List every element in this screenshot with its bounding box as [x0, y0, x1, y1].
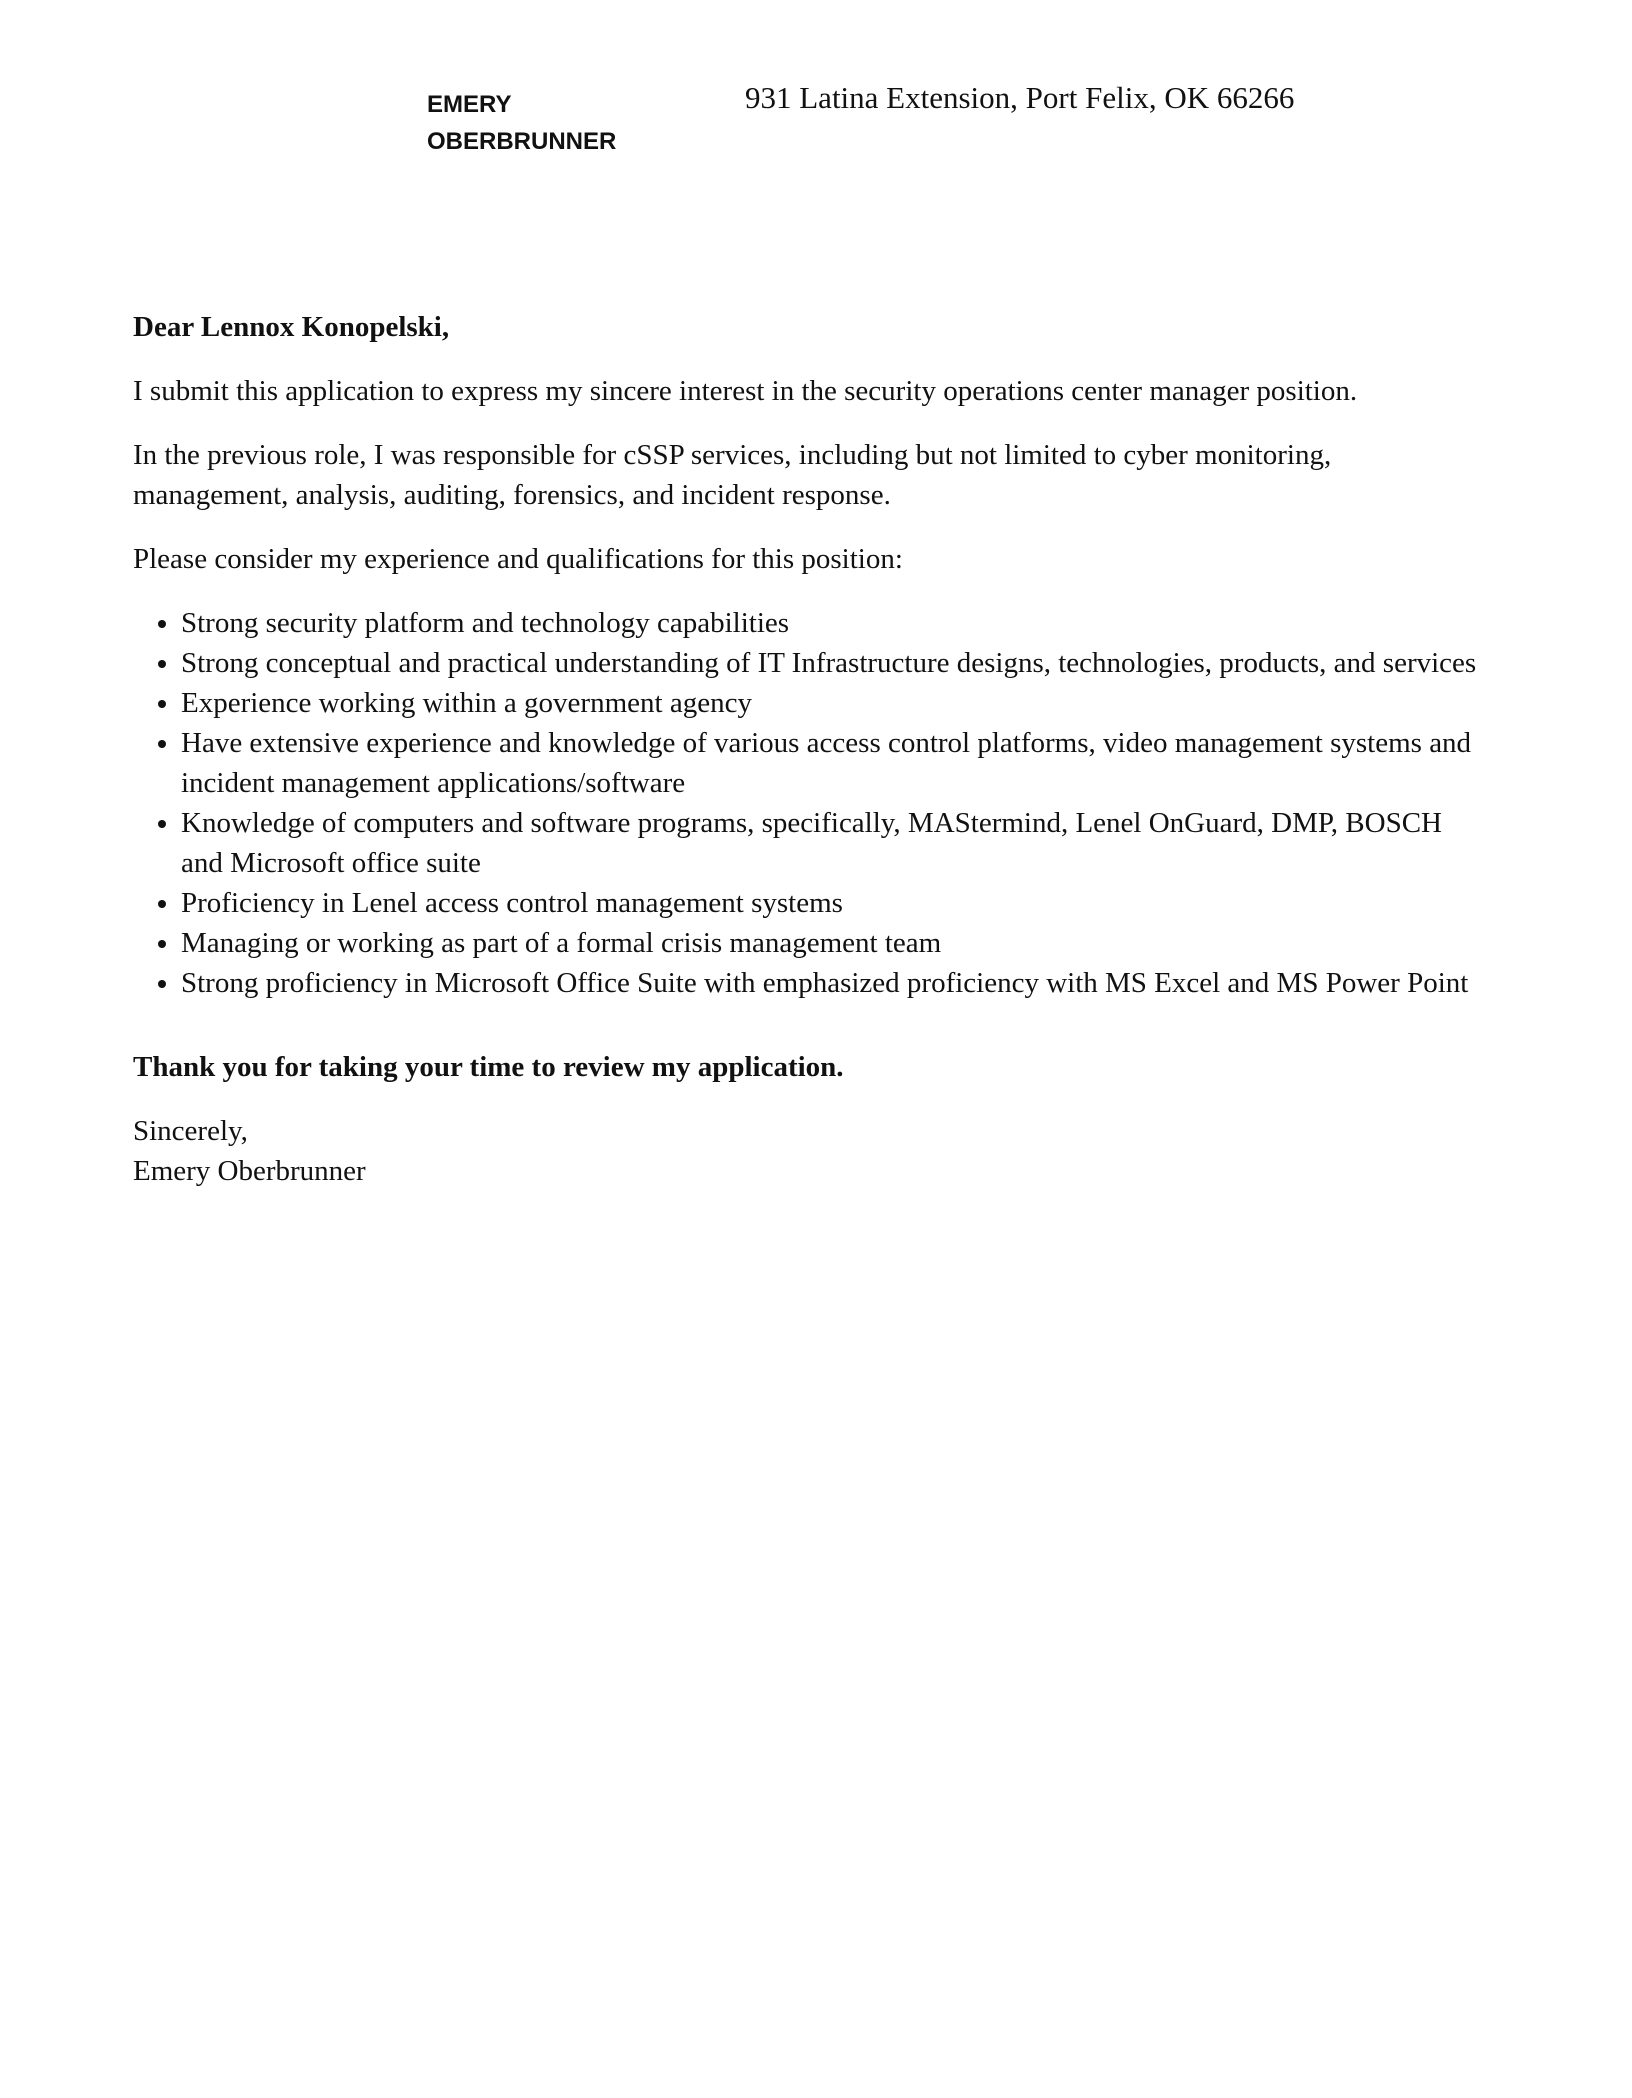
signature: Emery Oberbrunner: [133, 1155, 366, 1187]
sender-name-first: EMERY: [427, 91, 512, 118]
list-item: • Strong conceptual and practical understanding of IT Infrastructure designs, technologies, products, and services: [181, 643, 1478, 683]
signoff: Sincerely,: [133, 1115, 248, 1147]
list-item: • Knowledge of computers and software programs, specifically, MAStermind, Lenel OnGuard, DMP, BOSCH and Microsoft office suite: [181, 803, 1478, 883]
letter-body: [133, 307, 1478, 1215]
sender-name-last: OBERBRUNNER: [427, 128, 617, 155]
list-item: • Strong security platform and technology capabilities: [181, 603, 1478, 643]
qualifications-list: [133, 603, 1478, 1003]
signoff-block: [133, 1111, 1478, 1191]
list-item: • Have extensive experience and knowledge of various access control platforms, video management systems and incident management applications/software: [181, 723, 1478, 803]
list-item: • Proficiency in Lenel access control management systems: [181, 883, 1478, 923]
list-item: • Experience working within a government agency: [181, 683, 1478, 723]
sender-name: [427, 86, 616, 160]
paragraph-qualifications-intro: Please consider my experience and qualifications for this position:: [133, 543, 903, 575]
paragraph-experience: In the previous role, I was responsible for cSSP services, including but not limited to cyber monitoring, management, analysis, auditing, forensics, and incident response.: [133, 439, 1332, 511]
sender-address: 931 Latina Extension, Port Felix, OK 66266: [745, 80, 1295, 115]
list-item: • Strong proficiency in Microsoft Office Suite with emphasized proficiency with MS Excel and MS Power Point: [181, 963, 1478, 1003]
list-item: • Managing or working as part of a formal crisis management team: [181, 923, 1478, 963]
paragraph-intro: I submit this application to express my sincere interest in the security operations center manager position.: [133, 375, 1358, 407]
salutation: Dear Lennox Konopelski,: [133, 311, 450, 343]
closing-line: Thank you for taking your time to review my application.: [133, 1051, 844, 1083]
